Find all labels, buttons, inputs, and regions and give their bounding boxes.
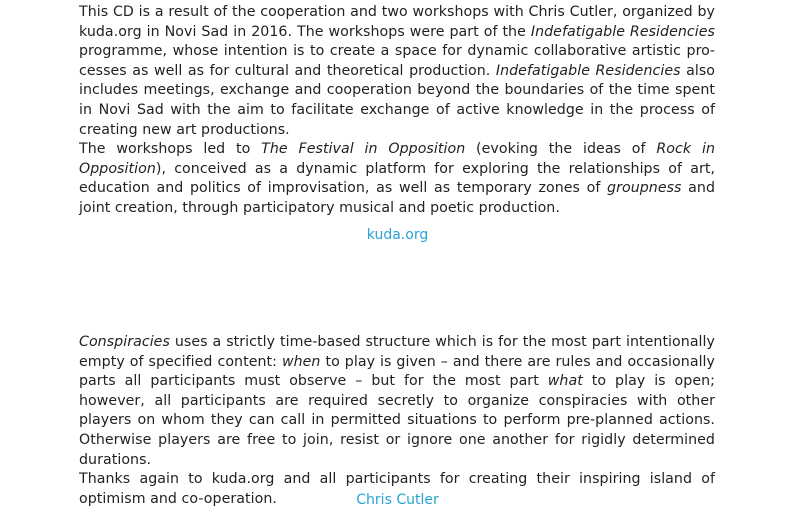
intro-paragraph-1 bbox=[79, 3, 715, 140]
conspiracies-text-block bbox=[79, 333, 715, 509]
conspiracies-paragraph-2: Thanks again to kuda.org and all participants for creating their inspiring island of optimism and co-operation. bbox=[79, 471, 715, 507]
italic-term: groupness bbox=[607, 180, 682, 197]
text-run: and joint creation, through participatory musical and poetic production. bbox=[79, 180, 715, 216]
text-run: The workshops led to bbox=[79, 141, 262, 158]
italic-title: Rock in Opposition bbox=[79, 141, 715, 177]
conspiracies-paragraph-1 bbox=[79, 333, 715, 470]
text-run: This CD is a result of the cooperation and two workshops with Chris Cutler, organized by kuda.org in Novi Sad in 2016. The workshops were part of the bbox=[79, 4, 715, 40]
text-run: ), conceived as a dynamic platform for exploring the relationships of art, education and politics of improvisation, as well as temporary zones of bbox=[79, 160, 715, 197]
italic-title: Indefatigable Residencies bbox=[495, 62, 681, 79]
italic-title: The Festival in Opposition bbox=[261, 141, 466, 158]
text-run: uses a strictly time-based structure which is for the most part intentionally empty of specified content: bbox=[79, 334, 715, 370]
italic-term: what bbox=[547, 373, 583, 390]
intro-text-block bbox=[79, 3, 715, 219]
italic-term: when bbox=[281, 353, 321, 370]
text-run: to play is open; however, all participants are required secretly to organize conspiracies with other players on whom they can call in permitted situations to perform pre-planned actions. Otherwise players are free to join, resist or ignore one another for rigidly determined durations. bbox=[79, 373, 715, 468]
text-run: also includes meetings, exchange and cooperation beyond the boundaries of the time spent in Novi Sad with the aim to facilitate exchange of active knowledge in the process of creating new art productions. bbox=[79, 62, 715, 138]
intro-paragraph-2 bbox=[79, 140, 715, 218]
italic-title: Indefatigable Residencies bbox=[530, 23, 715, 40]
chris-cutler-link[interactable]: Chris Cutler bbox=[356, 492, 439, 508]
text-run: to play is given – and there are rules and occasionally parts all participants must observe – but for the most part bbox=[79, 353, 715, 390]
kuda-org-link[interactable]: kuda.org bbox=[366, 227, 429, 243]
text-run: (evoking the ideas of bbox=[465, 141, 657, 158]
italic-title: Conspiracies bbox=[79, 334, 170, 350]
text-run: programme, whose intention is to create a space for dynamic collaborative artistic processes as well as for cultural and theoretical production. bbox=[79, 43, 715, 79]
